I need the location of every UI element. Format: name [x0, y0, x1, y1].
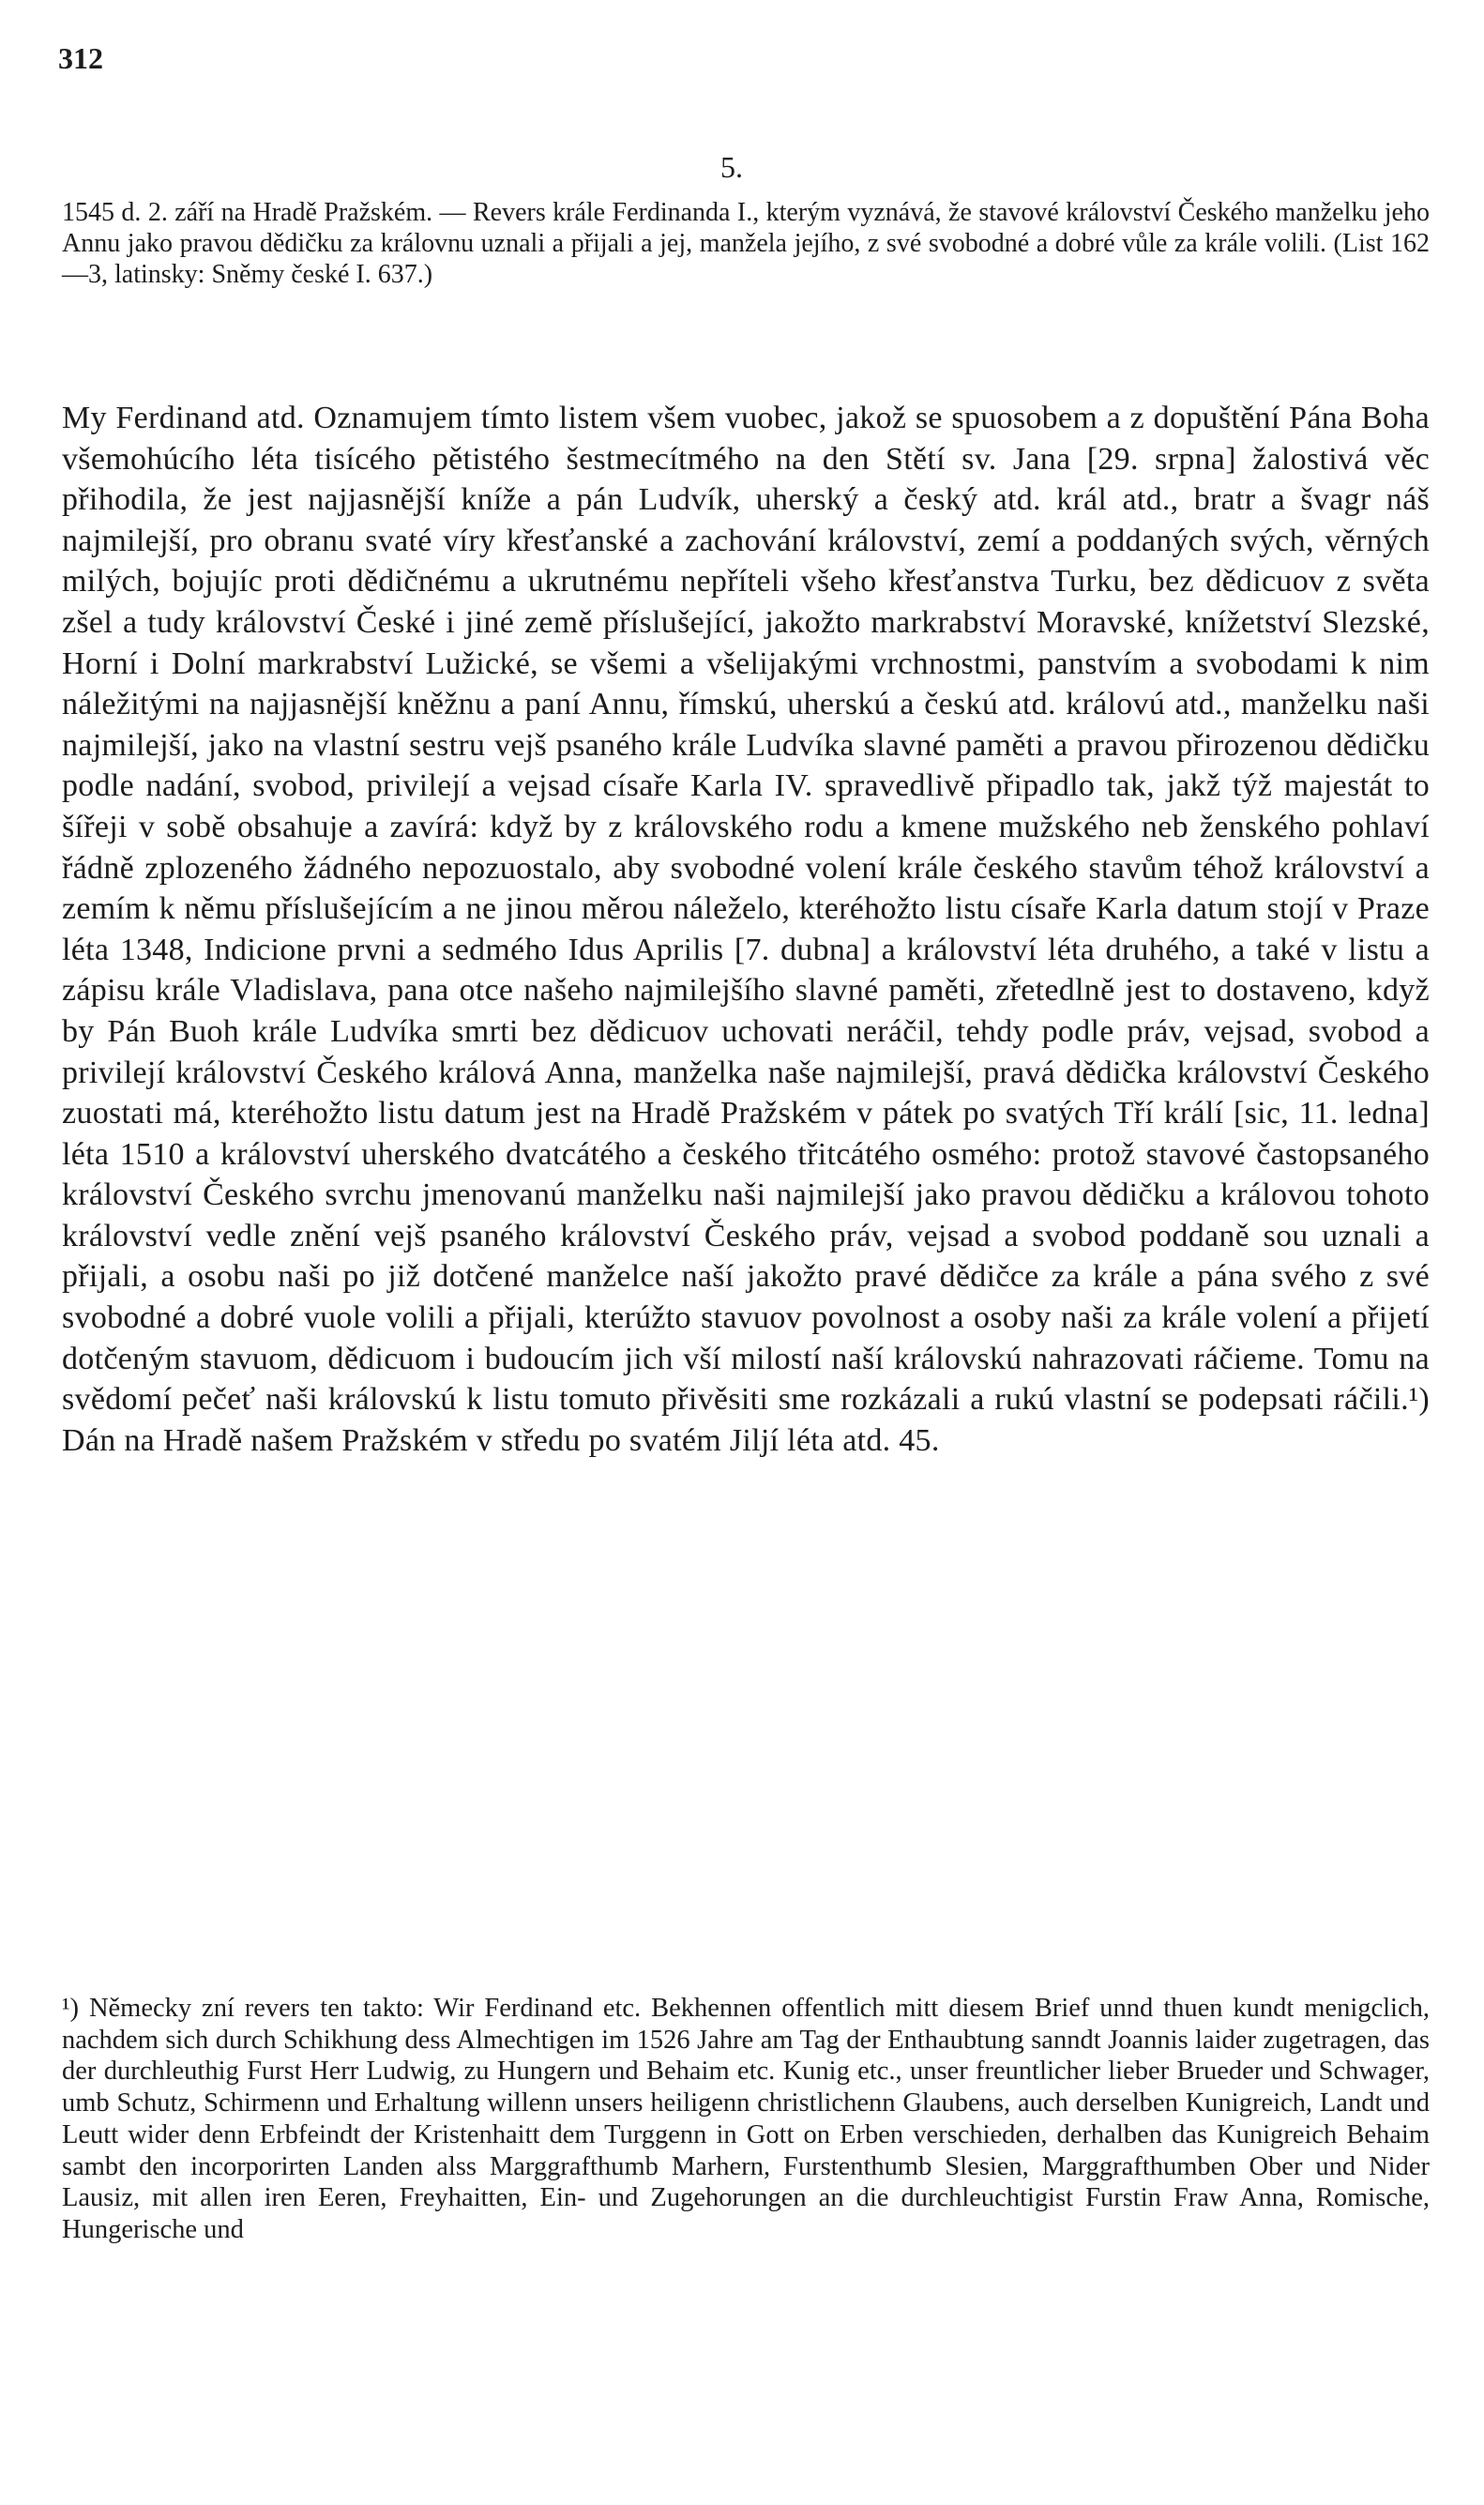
regest-text: 1545 d. 2. září na Hradě Pražském. — Revers krále Ferdinanda I., kterým vyznává, že stavové království Českého manželku jeho Annu jako pravou dědičku za královnu uznali a přijali a jej, manžela jejího, z své svobodné a dobré vůle za krále volili. (List 162—3, latinsky: Sněmy české I. 637.): [62, 198, 1430, 289]
footnote-text: ¹) Německy zní revers ten takto: Wir Ferdinand etc. Bekhennen offentlich mitt diesem Brief unnd thuen kundt menigclich, nachdem sich durch Schikhung dess Almechtigen im 1526 Jahre am Tag der Enthaubtung sanndt Joannis laider zugetragen, das der durchleuthig Furst Herr Ludwig, zu Hungern und Behaim etc. Kunig etc., unser freuntlicher lieber Brueder und Schwager, umb Schutz, Schirmenn und Erhaltung willenn unsers heiligenn christlichenn Glaubens, auch derselben Kunigreich, Landt und Leutt wider denn Erbfeindt der Kristenhaitt dem Turggenn in Gott on Erben verschieden, derhalben das Kunigreich Behaim sambt den incorporirten Landen alss Marggrafthumb Marhern, Furstenthumb Slesien, Marggrafthumben Ober und Nider Lausiz, mit allen iren Eeren, Freyhaitten, Ein- und Zugehorungen an die durchleuchtigist Furstin Fraw Anna, Romische, Hungerische und: [62, 1994, 1430, 2244]
page-number: 312: [58, 41, 103, 75]
document-body: [62, 398, 1430, 1461]
document-number: 5.: [720, 150, 743, 184]
footnote: [62, 1993, 1430, 2246]
regest-summary: [62, 197, 1430, 290]
body-text: My Ferdinand atd. Oznamujem tímto listem všem vuobec, jakož se spuosobem a z dopuštění Pána Boha všemohúcího léta tisícého pětistého šestmecítmého na den Stětí sv. Jana [29. srpna] žalostivá věc přihodila, že jest najjasnější kníže a pán Ludvík, uherský a český atd. král atd., bratr a švagr náš najmilejší, pro obranu svaté víry křesťanské a zachování království, zemí a poddaných svých, věrných milých, bojujíc proti dědičnému a ukrutnému nepříteli všeho křesťanstva Turku, bez dědicuov z světa zšel a tudy království České i jiné země příslušející, jakožto markrabství Moravské, knížetství Slezské, Horní i Dolní markrabství Lužické, se všemi a všelijakými vrchnostmi, panstvím a svobodami k nim náležitými na najjasnější kněžnu a paní Annu, římskú, uherskú a českú atd. královú atd., manželku naši najmilejší, jako na vlastní sestru vejš psaného krále Ludvíka slavné paměti a pravou přirozenou dědičku podle nadání, svobod, privilejí a vejsad císaře Karla IV. spravedlivě připadlo tak, jakž týž majestát to šířeji v sobě obsahuje a zavírá: když by z královského rodu a kmene mužského neb ženského pohlaví řádně zplozeného žádného nepozuostalo, aby svobodné volení krále českého stavům téhož království a zemím k němu příslušejícím a ne jinou měrou náleželo, kteréhožto listu císaře Karla datum stojí v Praze léta 1348, Indicione prvni a sedmého Idus Aprilis [7. dubna] a království léta druhého, a také v listu a zápisu krále Vladislava, pana otce našeho najmilejšího slavné paměti, zřetedlně jest to dostaveno, když by Pán Buoh krále Ludvíka smrti bez dědicuov uchovati neráčil, tehdy podle práv, vejsad, svobod a privilejí království Českého králová Anna, manželka naše najmilejší, pravá dědička království Českého zuostati má, kteréhožto listu datum jest na Hradě Pražském v pátek po svatých Tří králí [sic, 11. ledna] léta 1510 a království uherského dvatcátého a českého třitcátého osmého: protož stavové častopsaného království Českého svrchu jmenovanú manželku naši najmilejší jako pravou dědičku a královou tohoto království vedle znění vejš psaného království Českého práv, vejsad a svobod poddaně sou uznali a přijali, a osobu naši po již dotčené manželce naší jakožto pravé dědičce za krále a pána svého z své svobodné a dobré vuole volili a přijali, kterúžto stavuov povolnost a osoby naši za krále volení a přijetí dotčeným stavuom, dědicuom i budoucím jich vší milostí naší královskú nahrazovati ráčieme. Tomu na svědomí pečeť naši královskú k listu tomuto přivěsiti sme rozkázali a rukú vlastní se podepsati ráčili.¹) Dán na Hradě našem Pražském v středu po svatém Jiljí léta atd. 45.: [62, 401, 1430, 1458]
